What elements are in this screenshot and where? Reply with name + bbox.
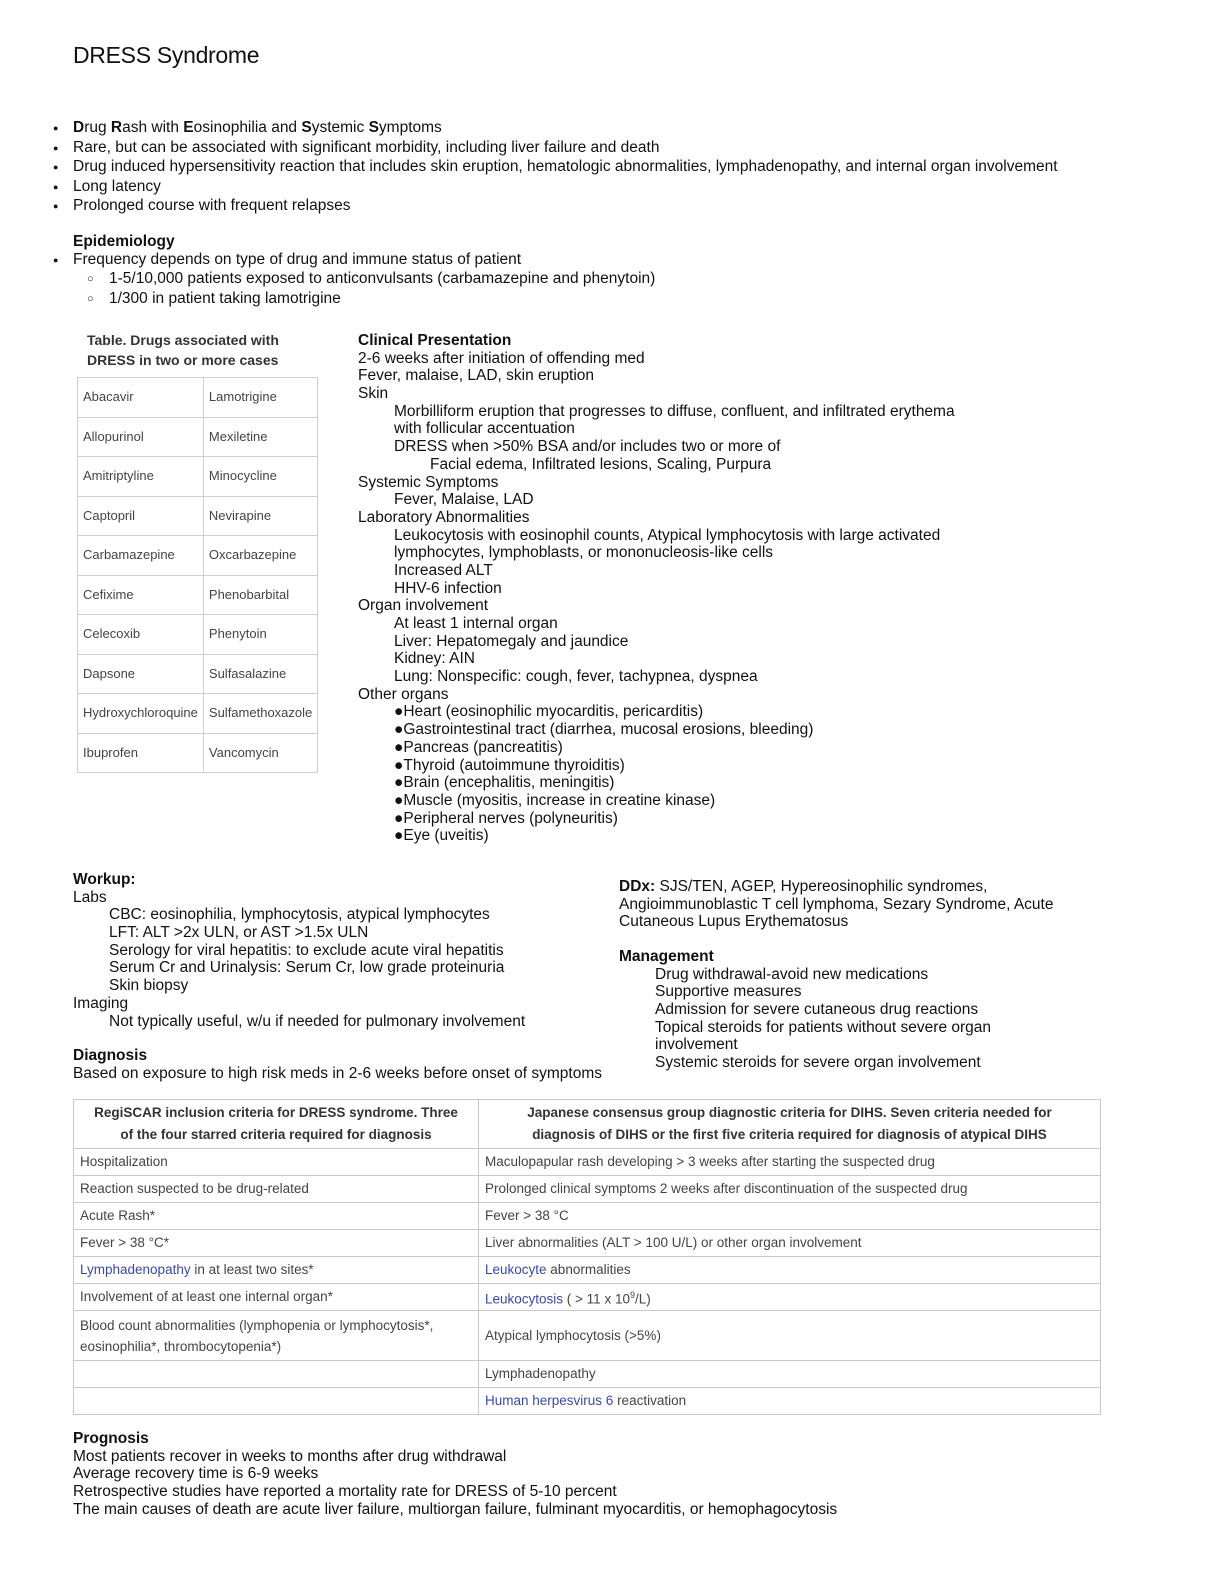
workup-line: CBC: eosinophilia, lymphocytosis, atypical lymphocytes xyxy=(109,906,490,924)
workup-heading: Workup: xyxy=(73,871,136,888)
table-cell: Captopril xyxy=(78,496,204,536)
clinical-section xyxy=(358,332,955,845)
clinical-line: lymphocytes, lymphoblasts, or mononucleosis-like cells xyxy=(394,544,774,562)
leukocyte-link[interactable]: Leukocyte xyxy=(485,1262,547,1277)
management-item: Topical steroids for patients without severe organ xyxy=(655,1018,992,1036)
clinical-line: Morbilliform eruption that progresses to diffuse, confluent, and infiltrated erythema xyxy=(394,402,955,420)
table-cell: Fever > 38 °C* xyxy=(74,1230,479,1257)
table-row xyxy=(78,457,318,497)
table-cell xyxy=(74,1361,479,1388)
table-row xyxy=(78,615,318,655)
table-row xyxy=(74,1230,1101,1257)
prognosis-line: Most patients recover in weeks to months after drug withdrawal xyxy=(73,1447,507,1465)
table-cell: Dapsone xyxy=(78,654,204,694)
table-cell: Cefixime xyxy=(78,575,204,615)
prognosis-line: Average recovery time is 6-9 weeks xyxy=(73,1465,319,1483)
table-cell: Allopurinol xyxy=(78,417,204,457)
clinical-line: ●Eye (uveitis) xyxy=(394,827,489,845)
clinical-line: Fever, malaise, LAD, skin eruption xyxy=(358,367,595,385)
page-title: DRESS Syndrome xyxy=(73,42,260,68)
table-cell xyxy=(479,1388,1101,1415)
table-row xyxy=(74,1388,1101,1415)
table-row xyxy=(74,1311,1101,1361)
header-line: diagnosis of DIHS or the first five criteria required for diagnosis of atypical DIHS xyxy=(532,1127,1047,1142)
management-item: Drug withdrawal-avoid new medications xyxy=(655,965,929,983)
table-cell: Oxcarbazepine xyxy=(203,536,317,576)
table-cell: Phenytoin xyxy=(203,615,317,655)
clinical-line: with follicular accentuation xyxy=(394,420,575,438)
acronym-part: S xyxy=(368,119,379,136)
prognosis-section xyxy=(73,1430,837,1518)
table-header-row xyxy=(74,1100,1101,1149)
clinical-line: At least 1 internal organ xyxy=(394,615,558,632)
workup-line: Imaging xyxy=(73,994,129,1012)
epidemiology-sublist xyxy=(109,270,655,309)
intro-bullet: ● Rare, but can be associated with significant morbidity, including liver failure and death xyxy=(73,139,1058,159)
clinical-line: ●Thyroid (autoimmune thyroiditis) xyxy=(394,756,625,774)
cell-line: Blood count abnormalities (lymphopenia or lymphocytosis*, xyxy=(80,1317,434,1333)
lymphadenopathy-link[interactable]: Lymphadenopathy xyxy=(80,1262,191,1277)
criteria-table xyxy=(73,1099,1101,1415)
table-row xyxy=(78,378,318,418)
diagnosis-section xyxy=(73,1047,602,1082)
cell-text: in at least two sites* xyxy=(190,1262,314,1277)
workup-line: Labs xyxy=(73,888,107,906)
table-row xyxy=(78,694,318,734)
table-cell: Carbamazepine xyxy=(78,536,204,576)
clinical-line: 2-6 weeks after initiation of offending med xyxy=(358,349,645,367)
table-row xyxy=(78,733,318,773)
table-cell: Maculopapular rash developing > 3 weeks after starting the suspected drug xyxy=(479,1149,1101,1176)
ddx-text: Angioimmunoblastic T cell lymphoma, Sezary Syndrome, Acute xyxy=(619,895,1054,913)
workup-lines xyxy=(73,889,525,1031)
management-item: involvement xyxy=(655,1036,738,1054)
table-row xyxy=(78,496,318,536)
management-item: Supportive measures xyxy=(655,983,802,1001)
acronym-part: E xyxy=(183,119,194,136)
workup-line: Skin biopsy xyxy=(109,977,189,995)
cell-text: /L) xyxy=(634,1291,651,1307)
clinical-heading: Clinical Presentation xyxy=(358,332,512,349)
clinical-line: Facial edema, Infiltrated lesions, Scaling, Purpura xyxy=(430,455,772,473)
jcg-header xyxy=(479,1100,1101,1149)
clinical-line: HHV-6 infection xyxy=(394,579,502,597)
leukocytosis-link[interactable]: Leukocytosis xyxy=(485,1291,564,1307)
cell-text: ( > 11 x 10 xyxy=(563,1291,630,1307)
table-cell: Phenobarbital xyxy=(203,575,317,615)
intro-bullet: ● Drug induced hypersensitivity reaction that includes skin eruption, hematologic abnormalities, lymphadenopathy, and internal organ involvement xyxy=(73,158,1058,178)
regiscar-header xyxy=(74,1100,479,1149)
prognosis-line: Retrospective studies have reported a mortality rate for DRESS of 5-10 percent xyxy=(73,1483,617,1501)
table-cell: Acute Rash* xyxy=(74,1203,479,1230)
intro-bullet-list xyxy=(73,119,1058,217)
table-cell: Atypical lymphocytosis (>5%) xyxy=(479,1311,1101,1361)
ddx-text: SJS/TEN, AGEP, Hypereosinophilic syndromes, xyxy=(655,878,988,895)
drug-table-caption xyxy=(87,330,279,370)
prognosis-line: The main causes of death are acute liver failure, multiorgan failure, fulminant myocarditis, or hemophagocytosis xyxy=(73,1500,838,1518)
workup-line: LFT: ALT >2x ULN, or AST >1.5x ULN xyxy=(109,924,369,942)
table-row xyxy=(74,1176,1101,1203)
epidemiology-subitem: ○ 1-5/10,000 patients exposed to anticonvulsants (carbamazepine and phenytoin) xyxy=(109,270,655,290)
table-row xyxy=(74,1203,1101,1230)
table-cell: Involvement of at least one internal organ* xyxy=(74,1284,479,1311)
clinical-line: Fever, Malaise, LAD xyxy=(394,491,534,509)
header-line: RegiSCAR inclusion criteria for DRESS syndrome. Three xyxy=(94,1105,458,1120)
table-cell: Lymphadenopathy xyxy=(479,1361,1101,1388)
epidemiology-bullet: ● Frequency depends on type of drug and immune status of patient xyxy=(73,251,521,271)
caption-line: DRESS in two or more cases xyxy=(87,352,279,368)
table-cell: Abacavir xyxy=(78,378,204,418)
acronym-part: R xyxy=(110,119,123,136)
epidemiology-list xyxy=(73,251,521,271)
management-heading: Management xyxy=(619,948,714,965)
table-row xyxy=(74,1149,1101,1176)
prognosis-heading: Prognosis xyxy=(73,1430,149,1447)
table-row xyxy=(74,1257,1101,1284)
table-cell: Minocycline xyxy=(203,457,317,497)
table-cell: Reaction suspected to be drug-related xyxy=(74,1176,479,1203)
clinical-line: Kidney: AIN xyxy=(394,650,475,668)
table-cell: Vancomycin xyxy=(203,733,317,773)
management-section xyxy=(619,948,991,1072)
clinical-line: ●Brain (encephalitis, meningitis) xyxy=(394,774,615,792)
cell-text: reactivation xyxy=(613,1393,687,1408)
workup-line: Not typically useful, w/u if needed for pulmonary involvement xyxy=(109,1012,526,1030)
intro-bullet: ● Prolonged course with frequent relapses xyxy=(73,197,1058,217)
cell-line: eosinophilia*, thrombocytopenia*) xyxy=(80,1338,282,1354)
table-cell: Amitriptyline xyxy=(78,457,204,497)
ddx-text: Cutaneous Lupus Erythematosus xyxy=(619,913,849,931)
table-cell: Hydroxychloroquine xyxy=(78,694,204,734)
table-cell: Celecoxib xyxy=(78,615,204,655)
table-cell xyxy=(479,1284,1101,1311)
table-cell xyxy=(74,1311,479,1361)
table-row xyxy=(78,654,318,694)
drug-table xyxy=(77,377,318,773)
table-row xyxy=(78,575,318,615)
table-cell: Mexiletine xyxy=(203,417,317,457)
clinical-line: Laboratory Abnormalities xyxy=(358,508,530,526)
table-cell xyxy=(74,1388,479,1415)
clinical-line: Liver: Hepatomegaly and jaundice xyxy=(394,632,629,650)
table-cell: Sulfamethoxazole xyxy=(203,694,317,734)
diagnosis-text: Based on exposure to high risk meds in 2-6 weeks before onset of symptoms xyxy=(73,1064,602,1082)
acronym-part: ash with xyxy=(122,119,184,136)
management-item: Systemic steroids for severe organ involvement xyxy=(655,1054,981,1072)
clinical-line: Skin xyxy=(358,385,389,403)
clinical-lines xyxy=(358,350,955,845)
clinical-line: Organ involvement xyxy=(358,597,489,615)
ddx-label: DDx: xyxy=(619,878,656,895)
intro-bullet-acronym xyxy=(73,119,1058,139)
table-cell: Fever > 38 °C xyxy=(479,1203,1101,1230)
hhv6-link[interactable]: Human herpesvirus 6 xyxy=(485,1393,614,1408)
epidemiology-subitem: ○ 1/300 in patient taking lamotrigine xyxy=(109,290,655,310)
clinical-line: Systemic Symptoms xyxy=(358,473,499,491)
clinical-line: Other organs xyxy=(358,685,449,703)
clinical-line: Leukocytosis with eosinophil counts, Atypical lymphocytosis with large activated xyxy=(394,526,941,544)
acronym-part: S xyxy=(301,119,312,136)
clinical-line: DRESS when >50% BSA and/or includes two or more of xyxy=(394,438,781,456)
clinical-line: ●Pancreas (pancreatitis) xyxy=(394,738,563,756)
workup-line: Serology for viral hepatitis: to exclude acute viral hepatitis xyxy=(109,941,504,959)
table-row xyxy=(78,417,318,457)
table-row xyxy=(74,1361,1101,1388)
table-cell xyxy=(74,1257,479,1284)
table-cell: Nevirapine xyxy=(203,496,317,536)
table-cell: Sulfasalazine xyxy=(203,654,317,694)
ddx-section xyxy=(619,878,1053,931)
table-cell: Lamotrigine xyxy=(203,378,317,418)
epidemiology-heading: Epidemiology xyxy=(73,233,175,250)
management-item: Admission for severe cutaneous drug reactions xyxy=(655,1001,979,1019)
acronym-part: ymptoms xyxy=(378,119,442,136)
table-cell: Hospitalization xyxy=(74,1149,479,1176)
table-cell: Ibuprofen xyxy=(78,733,204,773)
diagnosis-heading: Diagnosis xyxy=(73,1047,148,1064)
table-cell: Prolonged clinical symptoms 2 weeks after discontinuation of the suspected drug xyxy=(479,1176,1101,1203)
table-cell: Liver abnormalities (ALT > 100 U/L) or other organ involvement xyxy=(479,1230,1101,1257)
caption-line: Table. Drugs associated with xyxy=(87,332,279,348)
clinical-line: ●Heart (eosinophilic myocarditis, pericarditis) xyxy=(394,703,704,721)
cell-text: abnormalities xyxy=(546,1262,631,1277)
table-row xyxy=(74,1284,1101,1311)
clinical-line: ●Peripheral nerves (polyneuritis) xyxy=(394,809,618,827)
acronym-part: rug xyxy=(84,119,111,136)
superscript: 9 xyxy=(629,1289,635,1300)
intro-bullet: ● Long latency xyxy=(73,178,1058,198)
header-line: of the four starred criteria required for diagnosis xyxy=(120,1127,432,1142)
clinical-line: ●Gastrointestinal tract (diarrhea, mucosal erosions, bleeding) xyxy=(394,721,814,739)
acronym-part: D xyxy=(73,119,85,136)
workup-section xyxy=(73,871,525,1030)
header-line: Japanese consensus group diagnostic criteria for DIHS. Seven criteria needed for xyxy=(527,1105,1052,1120)
workup-line: Serum Cr and Urinalysis: Serum Cr, low grade proteinuria xyxy=(109,959,505,977)
clinical-line: Lung: Nonspecific: cough, fever, tachypnea, dyspnea xyxy=(394,668,758,686)
clinical-line: Increased ALT xyxy=(394,561,493,579)
acronym-part: osinophilia and xyxy=(193,119,302,136)
clinical-line: ●Muscle (myositis, increase in creatine kinase) xyxy=(394,791,716,809)
table-row xyxy=(78,536,318,576)
table-cell xyxy=(479,1257,1101,1284)
acronym-part: ystemic xyxy=(311,119,369,136)
